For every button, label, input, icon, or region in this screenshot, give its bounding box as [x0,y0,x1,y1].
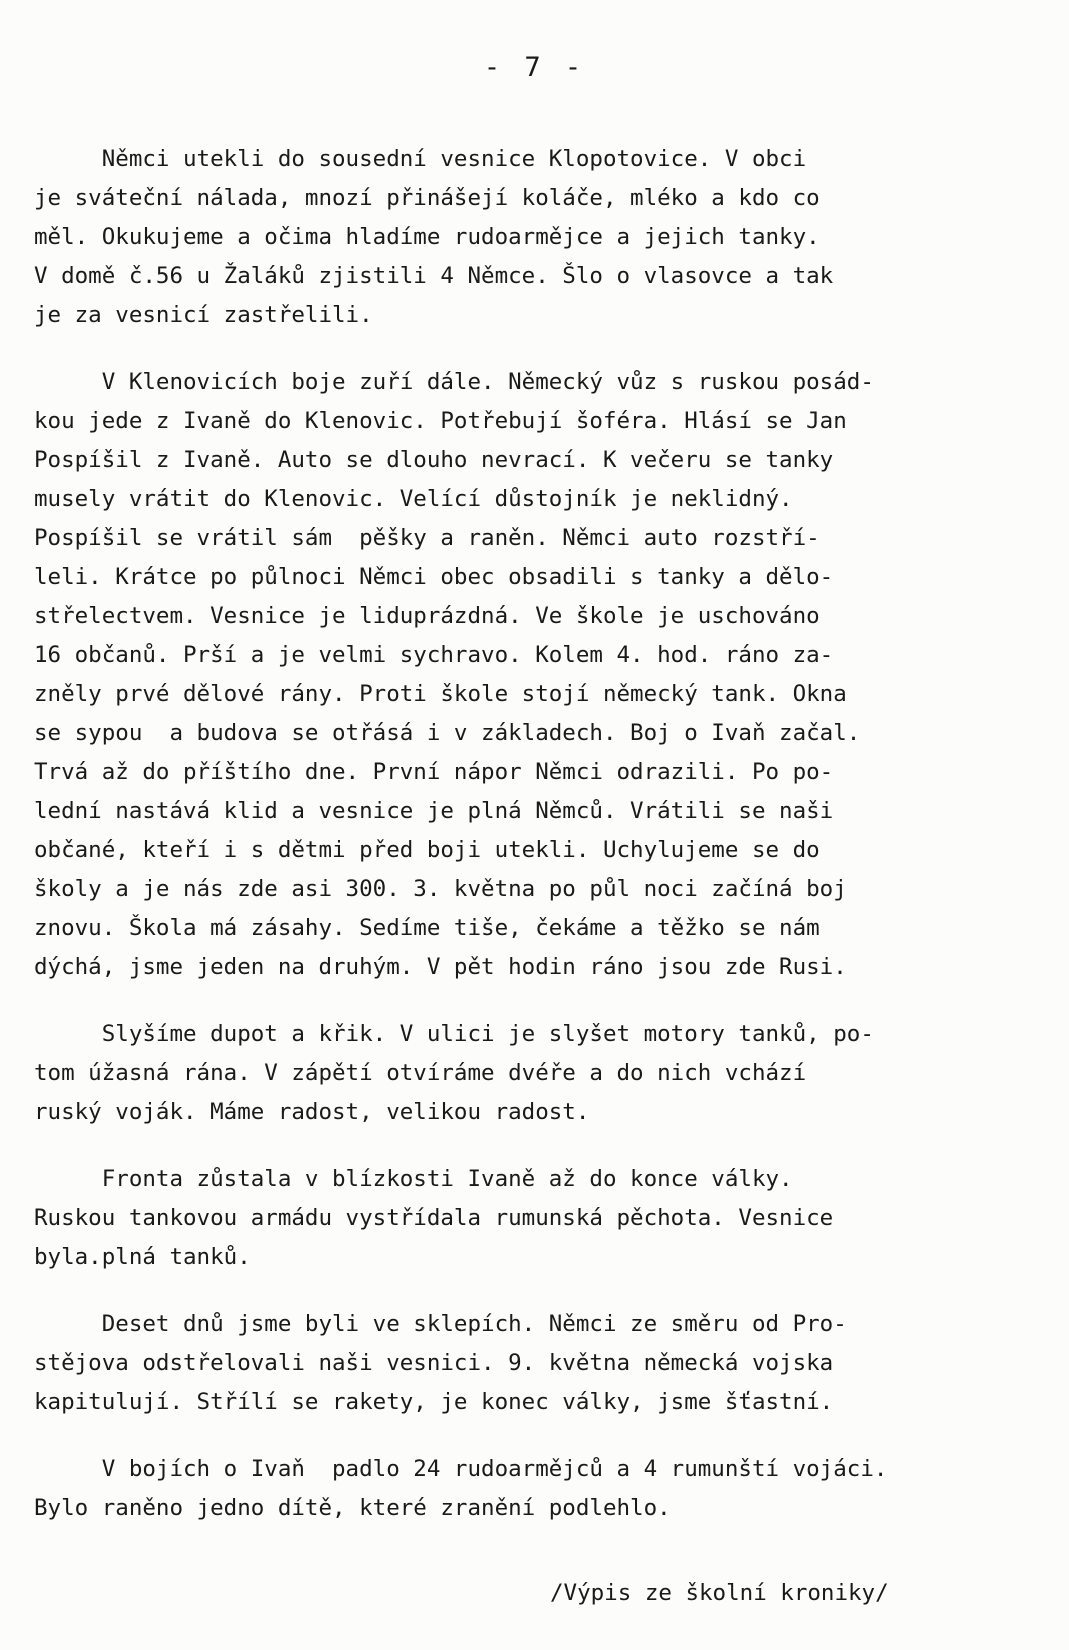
document-body [34,140,1034,1556]
text-line: Slyšíme dupot a křik. V ulici je slyšet motory tanků, po- [34,1021,874,1047]
paragraph-5 [34,1305,1034,1422]
text-line: měl. Okukujeme a očima hladíme rudoarmějce a jejich tanky. [34,224,820,250]
text-line: kou jede z Ivaně do Klenovic. Potřebují šoféra. Hlásí se Jan [34,408,847,434]
text-line: kapitulují. Střílí se rakety, je konec války, jsme šťastní. [34,1389,834,1415]
text-line: leli. Krátce po půlnoci Němci obec obsadili s tanky a dělo- [34,564,834,590]
text-line: Bylo raněno jedno dítě, které zranění podlehlo. [34,1495,671,1521]
text-line: V Klenovicích boje zuří dále. Německý vůz s ruskou posád- [34,369,874,395]
text-line: V bojích o Ivaň padlo 24 rudoarmějců a 4 rumunští vojáci. [34,1456,888,1482]
text-line: dýchá, jsme jeden na druhým. V pět hodin ráno jsou zde Rusi. [34,954,847,980]
source-attribution: /Výpis ze školní kroniky/ [550,1580,889,1606]
text-line: stějova odstřelovali naši vesnici. 9. května německá vojska [34,1350,834,1376]
page-number: - 7 - [483,52,586,83]
paragraph-1 [34,140,1034,335]
paragraph-3 [34,1015,1034,1132]
text-line: Pospíšil se vrátil sám pěšky a raněn. Němci auto rozstří- [34,525,820,551]
text-line: Pospíšil z Ivaně. Auto se dlouho nevrací. K večeru se tanky [34,447,834,473]
paragraph-4 [34,1160,1034,1277]
text-line: Deset dnů jsme byli ve sklepích. Němci ze směru od Pro- [34,1311,847,1337]
paragraph-6 [34,1450,1034,1528]
text-line: zněly prvé dělové rány. Proti škole stojí německý tank. Okna [34,681,847,707]
text-line: znovu. Škola má zásahy. Sedíme tiše, čekáme a těžko se nám [34,915,820,941]
text-line: Fronta zůstala v blízkosti Ivaně až do konce války. [34,1166,793,1192]
text-line: školy a je nás zde asi 300. 3. května po půl noci začíná boj [34,876,847,902]
text-line: Ruskou tankovou armádu vystřídala rumunská pěchota. Vesnice [34,1205,834,1231]
text-line: musely vrátit do Klenovic. Velící důstojník je neklidný. [34,486,793,512]
text-line: Trvá až do příštího dne. První nápor Němci odrazili. Po po- [34,759,834,785]
text-line: ruský voják. Máme radost, velikou radost. [34,1099,590,1125]
text-line: se sypou a budova se otřásá i v základech. Boj o Ivaň začal. [34,720,861,746]
text-line: lední nastává klid a vesnice je plná Němců. Vrátili se naši [34,798,834,824]
text-line: V domě č.56 u Žaláků zjistili 4 Němce. Šlo o vlasovce a tak [34,263,834,289]
text-line: střelectvem. Vesnice je liduprázdná. Ve škole je uschováno [34,603,820,629]
text-line: tom úžasná rána. V zápětí otvíráme dvéře a do nich vchází [34,1060,807,1086]
text-line: 16 občanů. Prší a je velmi sychravo. Kolem 4. hod. ráno za- [34,642,834,668]
text-line: občané, kteří i s dětmi před boji utekli. Uchylujeme se do [34,837,820,863]
text-line: Němci utekli do sousední vesnice Klopotovice. V obci [34,146,807,172]
paragraph-2 [34,363,1034,987]
text-line: je sváteční nálada, mnozí přinášejí koláče, mléko a kdo co [34,185,820,211]
text-line: byla.plná tanků. [34,1244,251,1270]
text-line: je za vesnicí zastřelili. [34,302,373,328]
